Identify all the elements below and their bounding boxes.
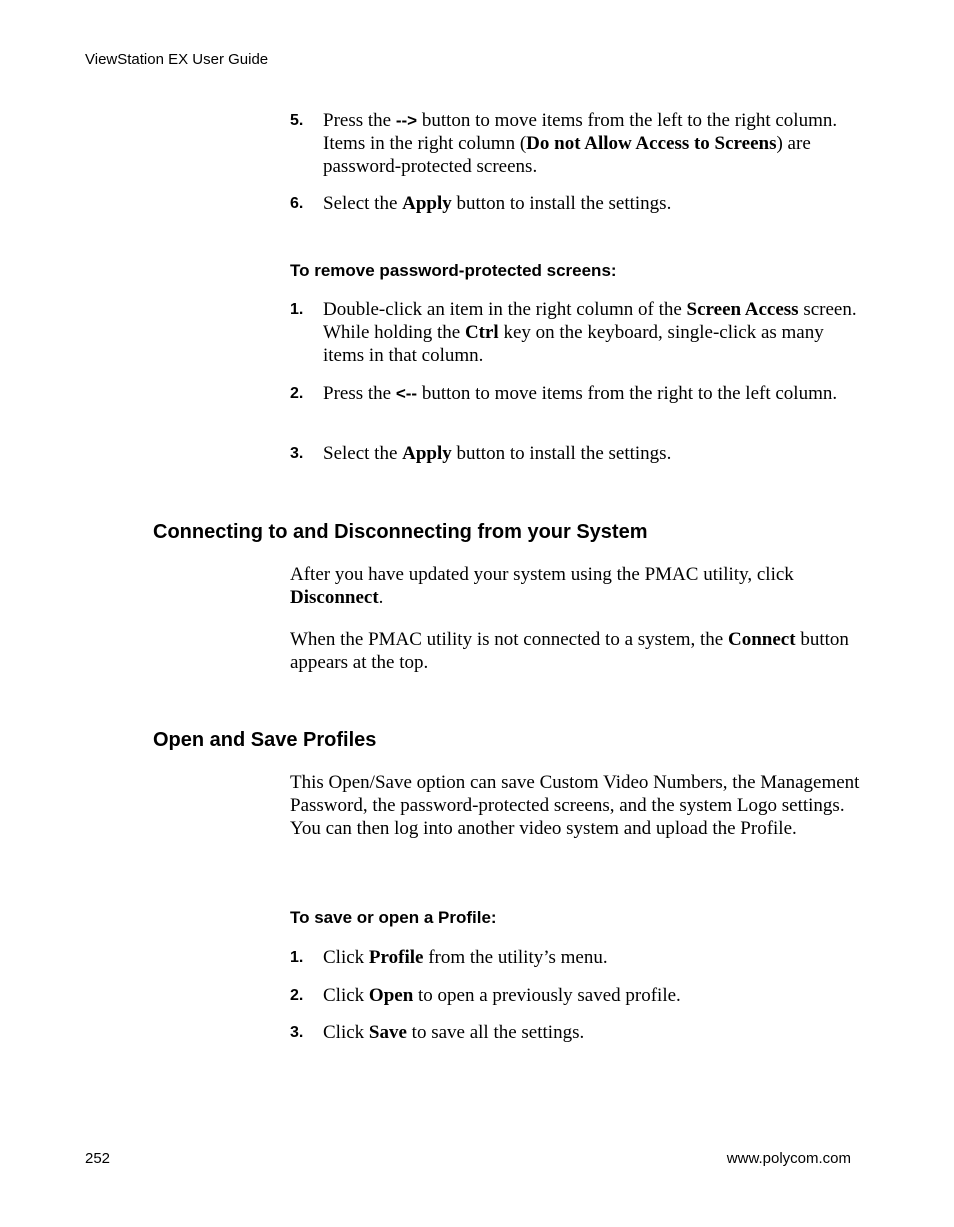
section-heading: Open and Save Profiles [153, 729, 377, 751]
procedure-heading: To save or open a Profile: [290, 908, 497, 927]
footer-url: www.polycom.com [726, 1150, 851, 1167]
paragraph: This Open/Save option can save Custom Video Numbers, the Management Password, the password-protected screens, and the system Logo settings. You can then log into another video system and upload the Profile. [290, 772, 860, 839]
step-number: 1. [290, 301, 304, 318]
list-item [290, 298, 865, 367]
step-number: 5. [290, 112, 304, 129]
list-item [290, 946, 865, 969]
procedure-heading: To remove password-protected screens: [290, 261, 617, 280]
paragraph: After you have updated your system using the PMAC utility, click Disconnect. [290, 564, 794, 608]
step-text: Double-click an item in the right column of the Screen Access screen. While holding the Ctrl key on the keyboard, single-click as many items in that column. [323, 299, 857, 366]
page-number: 252 [85, 1150, 111, 1167]
list-item [290, 382, 865, 405]
step-number: 3. [290, 445, 304, 462]
step-number: 2. [290, 987, 304, 1004]
step-number: 1. [290, 949, 304, 966]
step-text: Select the Apply button to install the settings. [323, 443, 672, 464]
list-item [290, 442, 865, 465]
list-item [290, 109, 865, 178]
step-text: Select the Apply button to install the settings. [323, 193, 672, 214]
section-heading: Connecting to and Disconnecting from your System [153, 521, 648, 543]
step-text: Click Save to save all the settings. [323, 1022, 585, 1043]
paragraph: When the PMAC utility is not connected to a system, the Connect button appears at the top. [290, 629, 849, 673]
step-text: Press the --> button to move items from the left to the right column. Items in the right column (Do not Allow Access to Screens) are password-protected screens. [323, 110, 838, 177]
step-text: Press the <-- button to move items from the right to the left column. [323, 383, 838, 404]
list-item [290, 192, 865, 215]
step-text: Click Open to open a previously saved profile. [323, 985, 681, 1006]
list-item [290, 1021, 865, 1044]
running-header: ViewStation EX User Guide [85, 51, 269, 68]
step-number: 6. [290, 195, 304, 212]
step-number: 3. [290, 1024, 304, 1041]
step-text: Click Profile from the utility’s menu. [323, 947, 608, 968]
step-number: 2. [290, 385, 304, 402]
list-item [290, 984, 865, 1007]
